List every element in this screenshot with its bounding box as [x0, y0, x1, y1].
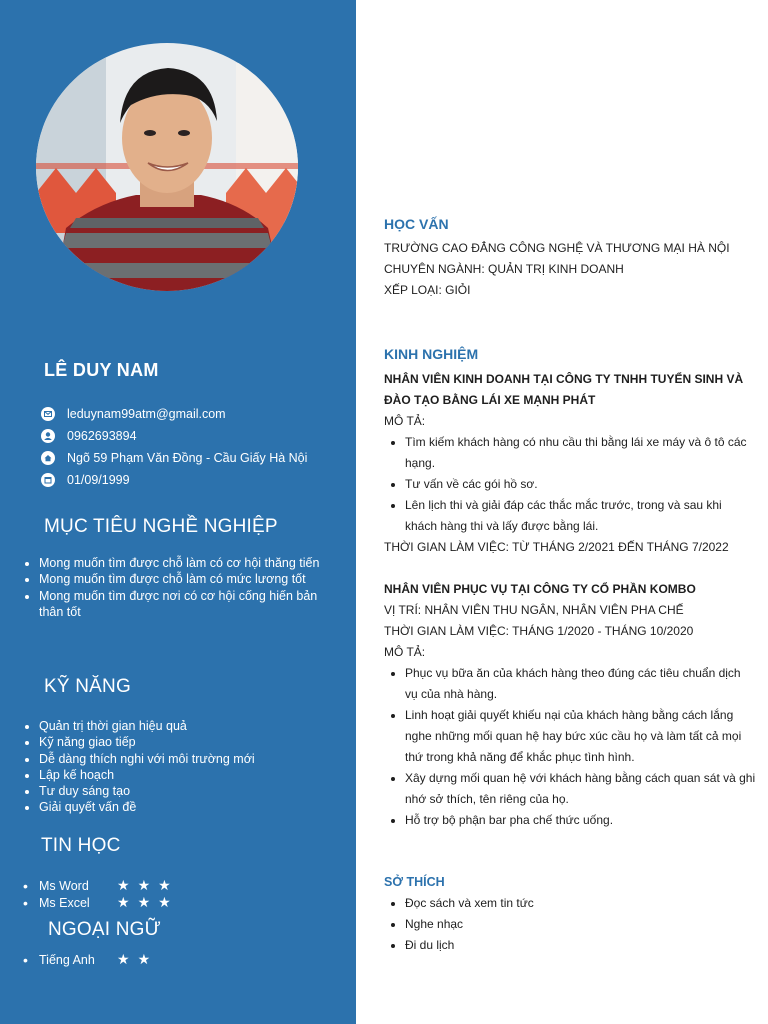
candidate-name: LÊ DUY NAM: [44, 360, 159, 380]
language-label: Tiếng Anh: [39, 952, 95, 967]
list-item: • Mong muốn tìm được chỗ làm có mức lương tốt: [39, 571, 339, 587]
list-item: • Dễ dàng thích nghi với môi trường mới: [39, 751, 339, 767]
it-heading: TIN HỌC: [41, 835, 121, 856]
address-text: Ngõ 59 Phạm Văn Đồng - Cầu Giấy Hà Nội: [67, 451, 308, 465]
user-icon: [40, 428, 56, 444]
objective-heading: MỤC TIÊU NGHỀ NGHIỆP: [44, 516, 278, 537]
job-desc-list: [384, 663, 756, 831]
job-1: [384, 369, 756, 558]
job-title: NHÂN VIÊN PHỤC VỤ TẠI CÔNG TY CỔ PHẦN KOMBO: [384, 582, 696, 596]
hobbies-block: [384, 893, 756, 956]
star-icon: ★: [117, 951, 130, 967]
it-list: [23, 877, 179, 911]
job-desc-label: MÔ TẢ:: [384, 645, 426, 659]
contact-birthday: [40, 469, 307, 491]
contact-phone: [40, 425, 307, 447]
list-item: • Mong muốn tìm được chỗ làm có cơ hội thăng tiến: [39, 555, 339, 571]
profile-photo: [36, 43, 298, 291]
skills-list: [23, 718, 339, 816]
it-item-excel: • Ms Excel ★ ★ ★: [23, 894, 179, 911]
list-item: • Mong muốn tìm được nơi có cơ hội cống hiến bản thân tốt: [39, 588, 339, 621]
star-icon: ★: [137, 951, 151, 967]
contact-address: [40, 447, 307, 469]
job-desc-list: [384, 432, 756, 537]
list-item: • Quản trị thời gian hiệu quả: [39, 718, 339, 734]
star-icon: ★: [137, 877, 151, 893]
language-list: [23, 951, 158, 968]
email-text: leduynam99atm@gmail.com: [67, 407, 226, 421]
phone-text: 0962693894: [67, 429, 137, 443]
list-item: • Xây dựng mối quan hệ với khách hàng bằng cách quan sát và ghi nhớ sở thích, tên riêng của họ.: [405, 768, 756, 810]
sidebar: [0, 0, 356, 1024]
job-period: THỜI GIAN LÀM VIỆC: TỪ THÁNG 2/2021 ĐẾN THÁNG 7/2022: [384, 540, 729, 554]
it-item-word: • Ms Word ★ ★ ★: [23, 877, 179, 894]
school-name: TRƯỜNG CAO ĐẲNG CÔNG NGHỆ VÀ THƯƠNG MẠI HÀ NỘI: [384, 241, 730, 255]
job-2: [384, 579, 756, 831]
list-item: • Lập kế hoạch: [39, 767, 339, 783]
contact-email[interactable]: [40, 403, 307, 425]
contact-info: [40, 403, 307, 491]
rating: [117, 951, 158, 968]
experience-heading: KINH NGHIỆM: [384, 346, 479, 362]
education-heading: HỌC VẤN: [384, 216, 449, 232]
list-item: • Phục vụ bữa ăn của khách hàng theo đúng các tiêu chuẩn dịch vụ của nhà hàng.: [405, 663, 756, 705]
list-item: • Lên lịch thi và giải đáp các thắc mắc trước, trong và sau khi khách hàng thi và lấy được bằng lái.: [405, 495, 756, 537]
list-item: • Nghe nhạc: [405, 914, 756, 935]
list-item: • Đọc sách và xem tin tức: [405, 893, 756, 914]
list-item: • Linh hoạt giải quyết khiếu nại của khách hàng bằng cách lắng nghe những mối quan hệ hay bức xúc cầu họ và làm tất cả mọi thứ trong khả năng để khắc phục tình hình.: [405, 705, 756, 768]
star-icon: ★: [137, 894, 151, 910]
education-block: [384, 238, 756, 301]
hobbies-list: [384, 893, 756, 956]
hobbies-heading: SỞ THÍCH: [384, 875, 445, 889]
objective-list: [23, 555, 339, 620]
list-item: • Tư vấn về các gói hồ sơ.: [405, 474, 756, 495]
mail-icon: [40, 406, 56, 422]
it-label: Ms Word: [39, 878, 89, 893]
job-period: THỜI GIAN LÀM VIỆC: THÁNG 1/2020 - THÁNG 10/2020: [384, 624, 694, 638]
it-label: Ms Excel: [39, 895, 90, 910]
job-desc-label: MÔ TẢ:: [384, 414, 426, 428]
grade: XẾP LOẠI: GIỎI: [384, 283, 471, 297]
star-icon: ★: [117, 894, 130, 910]
star-icon: ★: [117, 877, 130, 893]
rating: [117, 877, 179, 894]
list-item: • Đi du lịch: [405, 935, 756, 956]
home-icon: [40, 450, 56, 466]
list-item: • Hỗ trợ bộ phận bar pha chế thức uống.: [405, 810, 756, 831]
star-icon: ★: [158, 894, 171, 910]
birthday-text: 01/09/1999: [67, 473, 130, 487]
list-item: • Tư duy sáng tạo: [39, 783, 339, 799]
list-item: • Giải quyết vấn đề: [39, 799, 339, 815]
language-item: • Tiếng Anh ★ ★: [23, 951, 158, 968]
star-icon: ★: [158, 877, 171, 893]
languages-heading: NGOẠI NGỮ: [48, 919, 162, 940]
skills-heading: KỸ NĂNG: [44, 676, 131, 697]
job-position: VỊ TRÍ: NHÂN VIÊN THU NGÂN, NHÂN VIÊN PHA CHẾ: [384, 603, 684, 617]
list-item: • Tìm kiếm khách hàng có nhu cầu thi bằng lái xe máy và ô tô các hạng.: [405, 432, 756, 474]
list-item: • Kỹ năng giao tiếp: [39, 734, 339, 750]
major: CHUYÊN NGÀNH: QUẢN TRỊ KINH DOANH: [384, 262, 624, 276]
job-title: NHÂN VIÊN KINH DOANH TẠI CÔNG TY TNHH TUYỂN SINH VÀ ĐÀO TẠO BẰNG LÁI XE MẠNH PHÁT: [384, 372, 744, 407]
calendar-icon: [40, 472, 56, 488]
rating: [117, 894, 179, 911]
